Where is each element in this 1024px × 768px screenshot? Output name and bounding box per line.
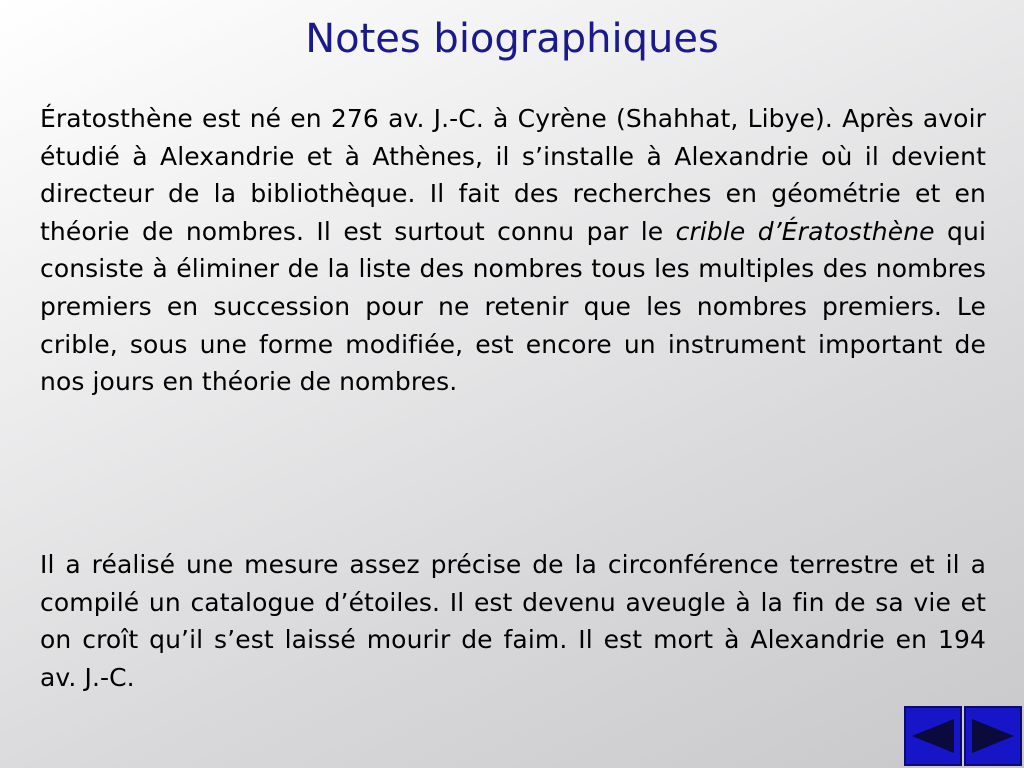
- paragraph-1-text-end: qui consiste à éliminer de la liste des nombres tous les multiples des nombres premiers en succession pour ne retenir que les nombres premiers. Le crible, sous une forme modifiée, est encore un instrument important de nos jours en théorie de nombres.: [40, 216, 987, 397]
- triangle-right-icon: [968, 715, 1018, 757]
- sieve-term: crible d’Ératosthène: [675, 216, 935, 246]
- biography-paragraph-1: [40, 100, 986, 401]
- paragraph-1-text-start: Ératosthène est né en 276 av. J.-C. à Cyrène (Shahhat, Libye). Après avoir étudié à Alexandrie et à Athènes, il s’installe à Alexandrie où il devient directeur de la bibliothèque. Il fait des recherches en géométrie et en théorie de nombres. Il est surtout connu par le: [40, 104, 986, 246]
- previous-slide-button[interactable]: [904, 706, 962, 766]
- biography-paragraph-2: Il a réalisé une mesure assez précise de la circonférence terrestre et il a compilé un catalogue d’étoiles. Il est devenu aveugle à la fin de sa vie et on croît qu’il s’est laissé mourir de faim. Il est mort à Alexandrie en 194 av. J.-C.: [40, 550, 986, 692]
- triangle-left-icon: [908, 715, 958, 757]
- slide-navigation: [904, 706, 1022, 766]
- next-slide-button[interactable]: [964, 706, 1022, 766]
- slide-title: Notes biographiques: [305, 16, 719, 62]
